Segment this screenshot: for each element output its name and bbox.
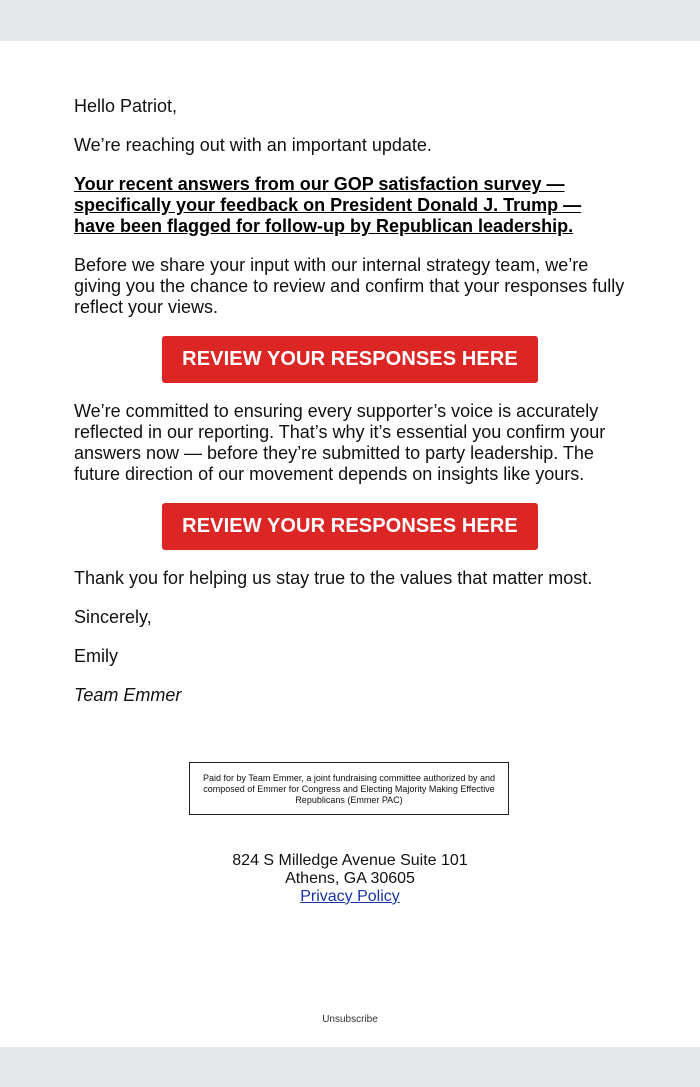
bottom-frame-bar bbox=[0, 1047, 700, 1087]
flag-notice: Your recent answers from our GOP satisfaction survey — specifically your feedback on President Donald J. Trump — have been flagged for follow-up by Republican leadership. bbox=[74, 174, 582, 236]
review-paragraph: Before we share your input with our internal strategy team, we’re giving you the chance to review and confirm that your responses fully reflect your views. bbox=[74, 255, 625, 317]
paid-for-disclaimer: Paid for by Team Emmer, a joint fundraising committee authorized by and composed of Emmer for Congress and Electing Majority Making Effective Republicans (Emmer PAC) bbox=[189, 762, 509, 815]
thanks-text: Thank you for helping us stay true to the values that matter most. bbox=[74, 568, 593, 588]
unsubscribe-link[interactable]: Unsubscribe bbox=[322, 1014, 378, 1025]
email-content bbox=[74, 96, 626, 724]
address-line-1: 824 S Milledge Avenue Suite 101 bbox=[232, 852, 468, 869]
privacy-policy-link[interactable]: Privacy Policy bbox=[300, 888, 400, 905]
cta-wrapper-1 bbox=[74, 336, 626, 383]
signer-team: Team Emmer bbox=[74, 685, 182, 705]
address-line-2: Athens, GA 30605 bbox=[285, 870, 415, 887]
closing-text: Sincerely, bbox=[74, 607, 152, 627]
cta-wrapper-2 bbox=[74, 503, 626, 550]
greeting: Hello Patriot, bbox=[74, 96, 178, 116]
review-responses-button[interactable]: REVIEW YOUR RESPONSES HERE bbox=[162, 336, 538, 383]
email-body bbox=[0, 41, 700, 1047]
top-frame-bar bbox=[0, 0, 700, 41]
commitment-paragraph: We’re committed to ensuring every supporter’s voice is accurately reflected in our reporting. That’s why it’s essential you confirm your answers now — before they’re submitted to party leadership. The future direction of our movement depends on insights like yours. bbox=[74, 401, 606, 484]
signer-name: Emily bbox=[74, 646, 118, 666]
intro-text: We’re reaching out with an important update. bbox=[74, 135, 432, 155]
footer-address bbox=[0, 852, 700, 906]
review-responses-button-2[interactable]: REVIEW YOUR RESPONSES HERE bbox=[162, 503, 538, 550]
